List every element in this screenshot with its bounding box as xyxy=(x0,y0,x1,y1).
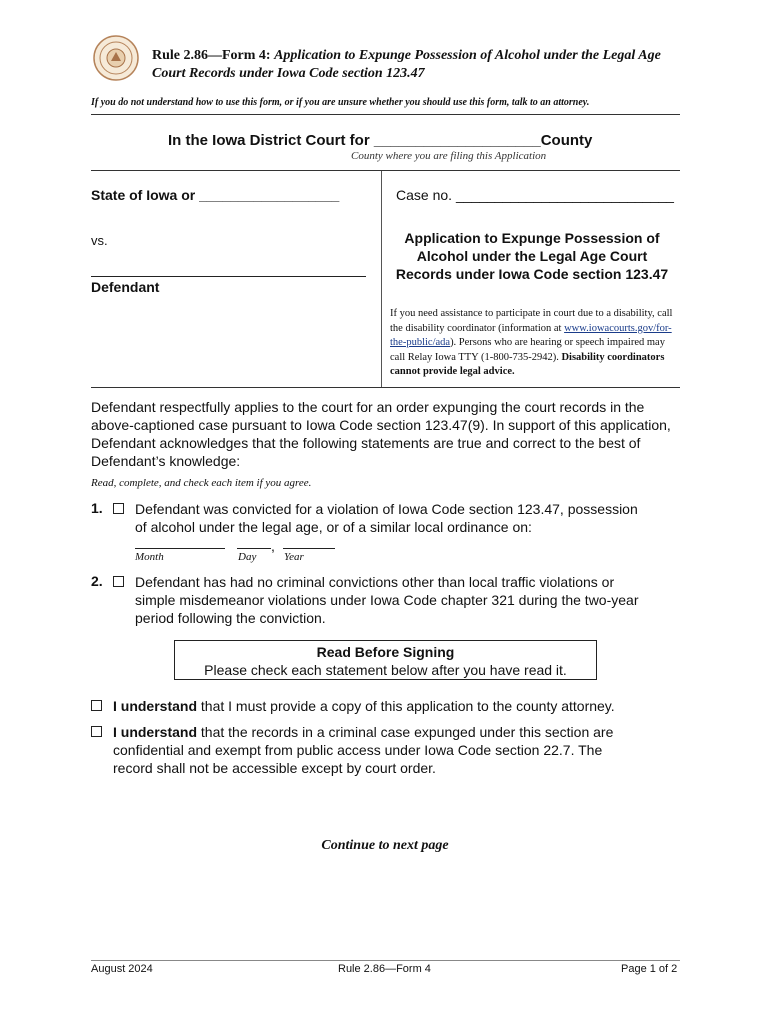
day-field[interactable] xyxy=(237,548,271,549)
year-label: Year xyxy=(284,551,304,563)
defendant-label: Defendant xyxy=(91,279,160,295)
continue-note: Continue to next page xyxy=(321,838,449,853)
intro-paragraph: Defendant respectfully applies to the court for an order expunging the court records in the above-captioned case pursuant to Iowa Code section 123.47(9). In support of this application, Defendant acknowledges that the following statements are true and correct to the best of Defendant’s knowledge: xyxy=(91,399,671,469)
footer-form: Rule 2.86—Form 4 xyxy=(338,963,431,975)
vs-label: vs. xyxy=(91,233,108,248)
item-2-text: Defendant has had no criminal convictions other than local traffic violations or simple misdemeanor violations under Iowa Code chapter 321 during the two-year period following the conviction. xyxy=(135,574,639,626)
read-before-signing-box xyxy=(174,640,597,680)
footer-divider xyxy=(91,960,680,961)
application-title: Application to Expunge Possession of Alcohol under the Legal Age Court Records under Iowa Code section 123.47 xyxy=(395,230,669,282)
state-field[interactable]: __________________ xyxy=(199,187,340,203)
county-subtext: County where you are filing this Application xyxy=(351,150,547,162)
disability-notice: If you need assistance to participate in court due to a disability, call the disability coordinator (information at www.iowacourts.gov/for-the-public/ada). Persons who are hearing or speech impaired may call Relay Iowa TTY (1-800-735-2942). Disability coordinators cannot provide legal advice. xyxy=(390,308,673,377)
header-divider xyxy=(91,114,680,115)
case-number: Case no. ____________________________ xyxy=(396,187,674,203)
read-before-signing-subtitle: Please check each statement below after you have read it. xyxy=(204,662,567,678)
month-field[interactable] xyxy=(135,548,225,549)
item-1-number: 1. xyxy=(91,500,103,516)
case-number-field[interactable]: ____________________________ xyxy=(455,187,674,203)
court-heading: In the Iowa District Court for ____________________County xyxy=(168,132,593,149)
understand-1-checkbox[interactable] xyxy=(91,700,102,711)
iowa-judicial-seal-icon xyxy=(92,34,140,82)
date-separator: , xyxy=(271,538,275,554)
read-before-signing-title: Read Before Signing xyxy=(316,644,455,660)
attorney-note: If you do not understand how to use this form, or if you are unsure whether you should use this form, talk to an attorney. xyxy=(91,97,590,108)
month-label: Month xyxy=(135,551,164,563)
understand-2-checkbox[interactable] xyxy=(91,726,102,737)
understand-2-text: I understand that the records in a criminal case expunged under this section are confidential and exempt from public access under Iowa Code section 22.7. The record shall not be accessible except by court order. xyxy=(113,724,614,776)
item-2-checkbox[interactable] xyxy=(113,576,124,587)
item-2-number: 2. xyxy=(91,573,103,589)
understand-1-text: I understand that I must provide a copy of this application to the county attorney. xyxy=(113,698,615,714)
ada-link[interactable]: www.iowacourts.gov/for-the-public/ada xyxy=(390,322,672,348)
footer-page: Page 1 of 2 xyxy=(621,963,678,975)
day-label: Day xyxy=(238,551,257,563)
item-1-checkbox[interactable] xyxy=(113,503,124,514)
read-instructions: Read, complete, and check each item if you agree. xyxy=(91,477,312,489)
caption-bottom-divider xyxy=(91,387,680,388)
caption-top-divider xyxy=(91,170,680,171)
caption-vertical-divider xyxy=(381,171,382,387)
footer-date: August 2024 xyxy=(91,963,153,975)
form-title: Rule 2.86—Form 4: Application to Expunge Possession of Alcohol under the Legal Age Court Records under Iowa Code section 123.47 xyxy=(152,48,661,81)
item-1-text: Defendant was convicted for a violation of Iowa Code section 123.47, possession of alcohol under the legal age, or of a similar local ordinance on: xyxy=(135,501,638,535)
state-of-iowa-label: State of Iowa or __________________ xyxy=(91,187,340,203)
county-field[interactable]: ____________________ xyxy=(373,132,541,149)
year-field[interactable] xyxy=(283,548,335,549)
defendant-name-field[interactable] xyxy=(91,276,366,277)
